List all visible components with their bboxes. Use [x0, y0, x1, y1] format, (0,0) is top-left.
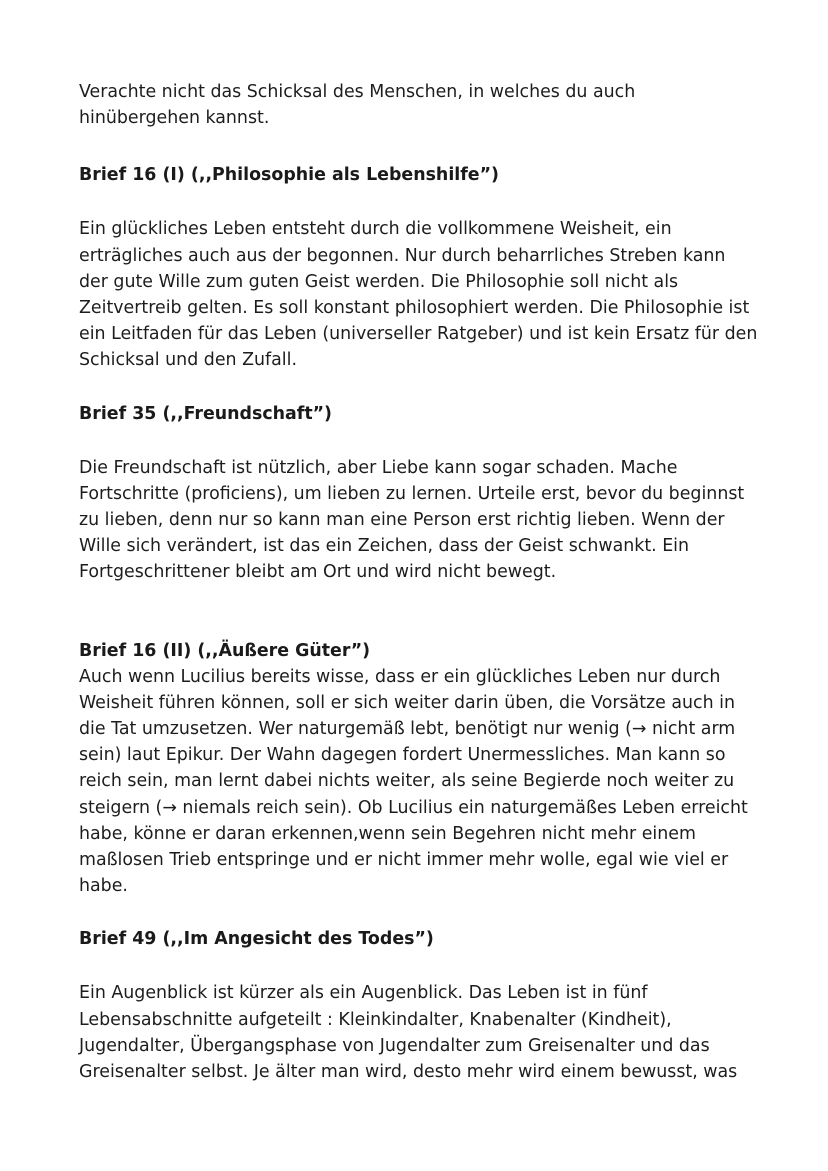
- section-heading-brief-16-i: Brief 16 (I) (,,Philosophie als Lebenshilfe”): [79, 165, 499, 186]
- section-body-brief-16-i: Ein glückliches Leben entsteht durch die vollkommene Weisheit, ein erträgliches auch aus der begonnen. Nur durch beharrliches Streben kann der gute Wille zum guten Geist werden. Die Philosophie soll nicht als Zeitvertreib gelten. Es soll konstant philosophiert werden. Die Philosophie ist ein Leitfaden für das Leben (universeller Ratgeber) und ist kein Ersatz für den Schicksal und den Zufall.: [79, 219, 758, 371]
- section-heading-brief-16-ii: Brief 16 (II) (,,Äußere Güter”): [79, 640, 371, 661]
- section-heading-brief-35: Brief 35 (,,Freundschaft”): [79, 403, 333, 424]
- section-heading-brief-49: Brief 49 (,,Im Angesicht des Todes”): [79, 929, 434, 950]
- section-body-brief-35: Die Freundschaft ist nützlich, aber Liebe kann sogar schaden. Mache Fortschritte (proficiens), um lieben zu lernen. Urteile erst, bevor du beginnst zu lieben, denn nur so kann man eine Person erst richtig lieben. Wenn der Wille sich verändert, ist das ein Zeichen, dass der Geist schwankt. Ein Fortgeschrittener bleibt am Ort und wird nicht bewegt.: [79, 457, 745, 583]
- section-body-brief-49: Ein Augenblick ist kürzer als ein Augenblick. Das Leben ist in fünf Lebensabschnitte aufgeteilt : Kleinkindalter, Knabenalter (Kindheit), Jugendalter, Übergangsphase von Jugendalter zum Greisenalter und das Greisenalter selbst. Je älter man wird, desto mehr wird einem bewusst, was: [79, 983, 738, 1083]
- intro-paragraph: Verachte nicht das Schicksal des Menschen, in welches du auch hinübergehen kannst.: [79, 82, 636, 129]
- section-body-brief-16-ii: Auch wenn Lucilius bereits wisse, dass er ein glückliches Leben nur durch Weisheit führen können, soll er sich weiter darin üben, die Vorsätze auch in die Tat umzusetzen. Wer naturgemäß lebt, benötigt nur wenig (→ nicht arm sein) laut Epikur. Der Wahn dagegen fordert Unermessliches. Man kann so reich sein, man lernt dabei nichts weiter, als seine Begierde noch weiter zu steigern (→ niemals reich sein). Ob Lucilius ein naturgemäßes Leben erreicht habe, könne er daran erkennen,wenn sein Begehren nicht mehr einem maßlosen Trieb entspringe und er nicht immer mehr wolle, egal wie viel er habe.: [79, 666, 748, 897]
- document-body: [79, 79, 759, 1085]
